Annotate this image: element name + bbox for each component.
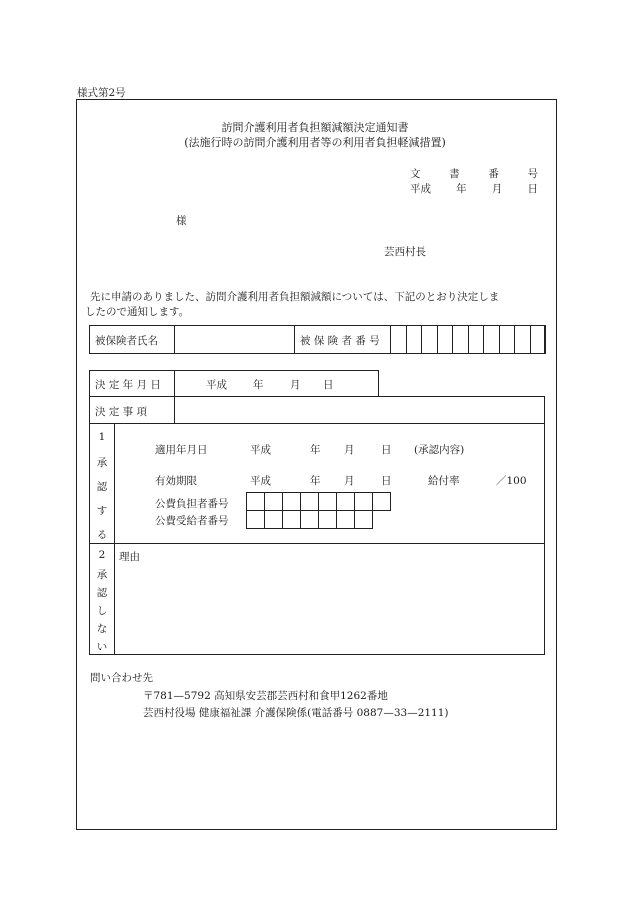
decision-date-era: 平成 — [206, 379, 227, 391]
insured-number-digit-box[interactable] — [406, 325, 423, 354]
reject-char: い — [96, 641, 108, 653]
insured-number-label: 被 保 険 者 番 号 — [300, 335, 380, 347]
public-payer-digit-box[interactable] — [246, 492, 265, 511]
reject-char: し — [96, 605, 108, 617]
form-id: 様式第2号 — [77, 87, 126, 99]
decision-date-label: 決 定 年 月 日 — [95, 379, 161, 391]
approve-char: 認 — [96, 481, 108, 493]
insured-name-label: 被保険者氏名 — [95, 335, 158, 347]
public-payer-digit-box[interactable] — [282, 492, 301, 511]
public-recipient-digit-box[interactable] — [354, 510, 373, 529]
document-date — [410, 181, 538, 196]
insured-number-digit-box[interactable] — [514, 325, 531, 354]
date-era: 平成 — [410, 183, 431, 195]
apply-date-year: 年 — [310, 444, 321, 456]
approve-char: す — [96, 505, 108, 517]
reject-char: な — [96, 623, 108, 635]
valid-period-month: 月 — [344, 475, 355, 487]
reason-input-area[interactable] — [140, 560, 540, 650]
date-day: 日 — [527, 183, 538, 195]
apply-date-day: 日 — [381, 444, 392, 456]
public-payer-digit-box[interactable] — [264, 492, 283, 511]
insured-number-digit-box[interactable] — [452, 325, 469, 354]
intro-line-2: したので通知します。 — [85, 306, 190, 318]
insured-number-digit-box[interactable] — [499, 325, 516, 354]
form-title: 訪問介護利用者負担額減額決定通知書 — [221, 121, 409, 134]
public-payer-digit-box[interactable] — [354, 492, 373, 511]
reason-label: 理由 — [119, 551, 140, 563]
apply-date-label: 適用年月日 — [155, 444, 208, 456]
document-number-char: 書 — [449, 168, 460, 180]
insured-number-digit-box[interactable] — [483, 325, 500, 354]
insured-number-digit-box[interactable] — [530, 325, 547, 354]
public-recipient-digit-box[interactable] — [336, 510, 355, 529]
public-recipient-digit-box[interactable] — [282, 510, 301, 529]
insured-number-digit-box[interactable] — [421, 325, 438, 354]
public-payer-digit-box[interactable] — [318, 492, 337, 511]
public-recipient-label: 公費受給者番号 — [155, 515, 229, 527]
document-number-char: 文 — [410, 168, 421, 180]
decision-matter-label: 決 定 事 項 — [95, 406, 148, 418]
valid-period-era: 平成 — [250, 475, 271, 487]
date-year: 年 — [456, 183, 467, 195]
valid-period-year: 年 — [310, 475, 321, 487]
insured-number-digit-box[interactable] — [390, 325, 407, 354]
apply-date-month: 月 — [344, 444, 355, 456]
intro-line-1: 先に申請のありました、訪問介護利用者負担額減額については、下記のとおり決定しま — [90, 291, 500, 303]
public-payer-digit-box[interactable] — [300, 492, 319, 511]
document-number-char: 番 — [488, 168, 499, 180]
document-number-char: 号 — [527, 168, 538, 180]
issuer: 芸西村長 — [384, 246, 426, 258]
decision-date-month: 月 — [290, 379, 301, 391]
insured-number-digit-box[interactable] — [437, 325, 454, 354]
insured-name-input[interactable] — [174, 325, 295, 354]
public-recipient-digit-box[interactable] — [318, 510, 337, 529]
contact-address: 〒781—5792 高知県安芸郡芸西村和食甲1262番地 — [143, 690, 388, 702]
apply-date-era: 平成 — [250, 444, 271, 456]
reject-char: 承 — [96, 569, 108, 581]
reject-char: 2 — [98, 549, 106, 561]
date-month: 月 — [491, 183, 503, 195]
public-payer-label: 公費負担者番号 — [155, 498, 229, 510]
valid-period-day: 日 — [381, 475, 392, 487]
addressee-suffix: 様 — [176, 215, 187, 227]
approve-char: 1 — [98, 431, 106, 443]
benefit-rate-value: ／100 — [496, 475, 527, 487]
decision-date-input[interactable] — [174, 370, 379, 397]
public-recipient-digit-box[interactable] — [264, 510, 283, 529]
reject-char: 認 — [96, 587, 108, 599]
decision-date-year: 年 — [253, 379, 264, 391]
approval-content-label: (承認内容) — [414, 444, 465, 456]
approve-char: る — [96, 529, 108, 541]
document-number — [410, 166, 538, 181]
contact-office: 芸西村役場 健康福祉課 介護保険係(電話番号 0887—33—2111) — [143, 707, 449, 719]
approve-char: 承 — [96, 457, 108, 469]
contact-heading: 問い合わせ先 — [90, 672, 153, 684]
public-recipient-digit-box[interactable] — [246, 510, 265, 529]
decision-date-day: 日 — [323, 379, 334, 391]
public-payer-digit-box[interactable] — [336, 492, 355, 511]
valid-period-label: 有効期限 — [155, 475, 197, 487]
public-payer-digit-box[interactable] — [372, 492, 391, 511]
form-subtitle: (法施行時の訪問介護利用者等の利用者負担軽減措置) — [184, 136, 446, 149]
insured-number-digit-box[interactable] — [468, 325, 485, 354]
benefit-rate-label: 給付率 — [428, 475, 460, 487]
public-recipient-digit-box[interactable] — [300, 510, 319, 529]
